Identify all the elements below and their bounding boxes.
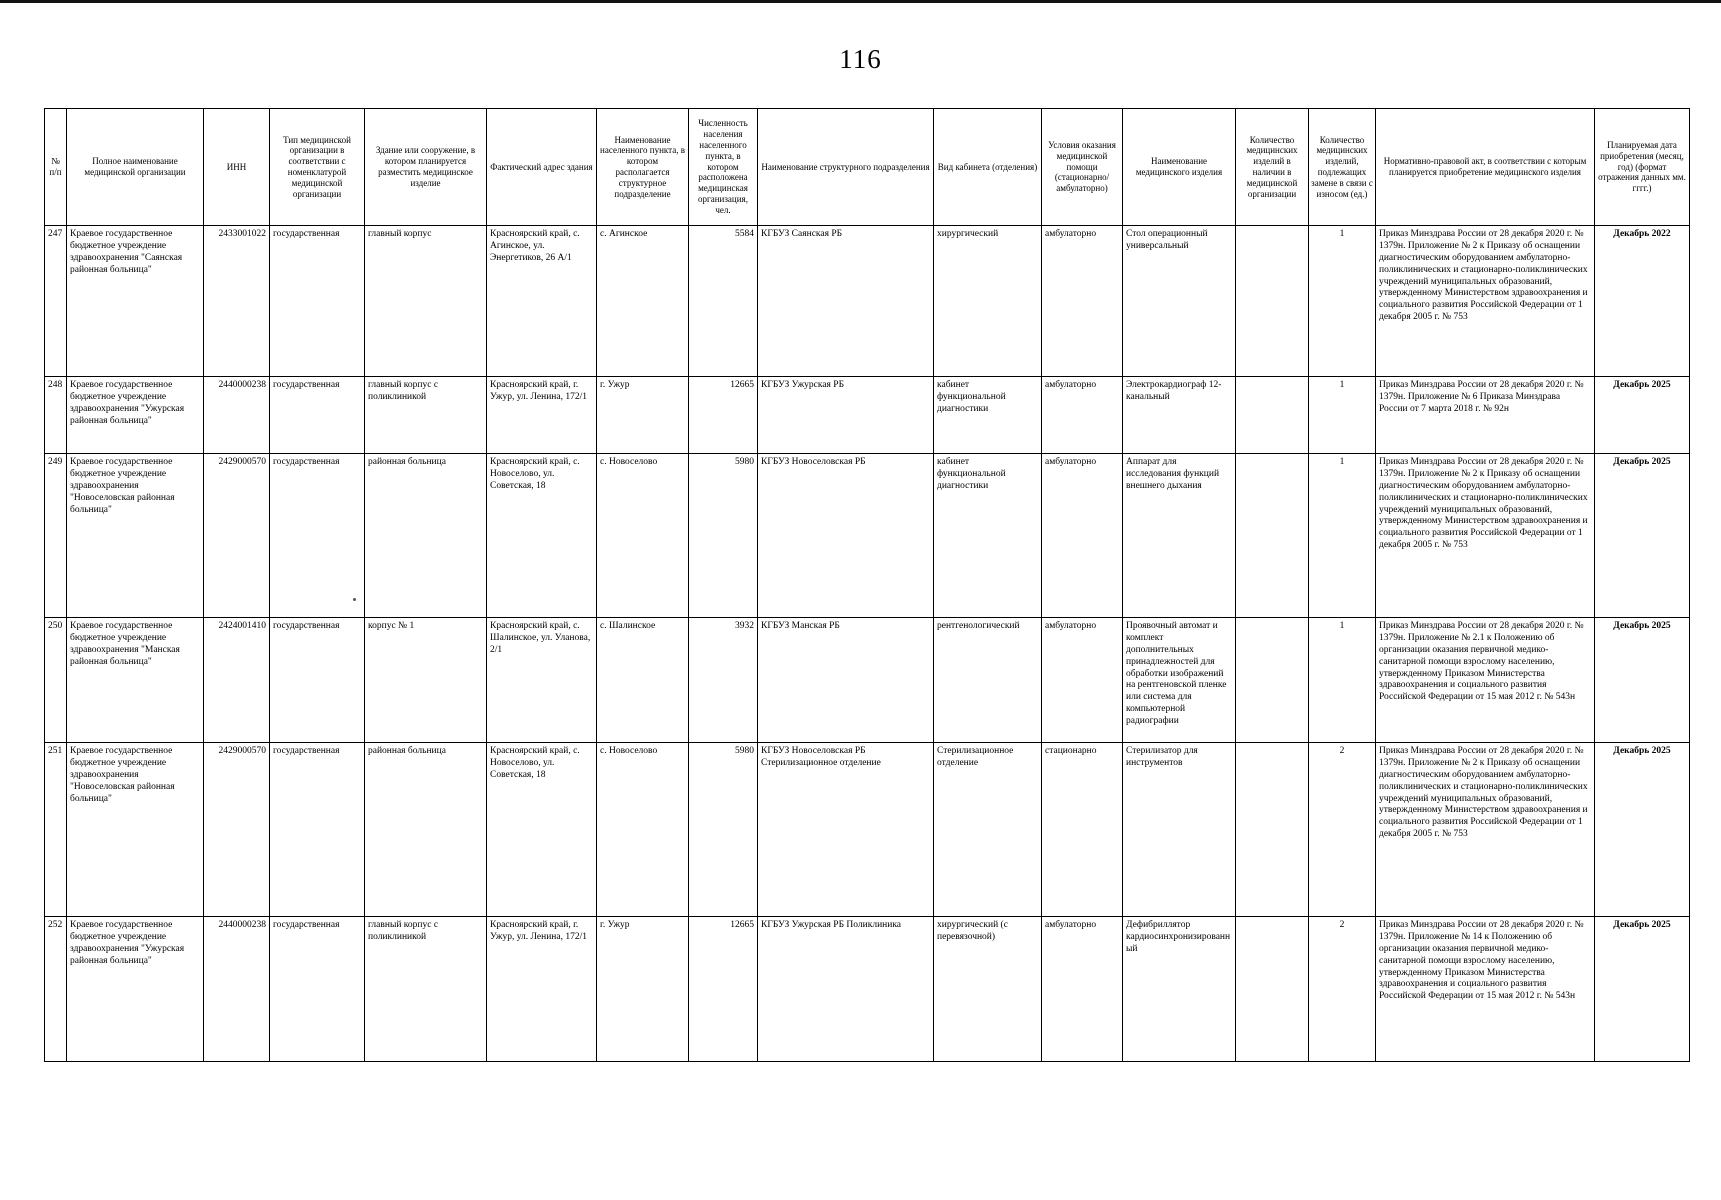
cell-cabinet: хирургический: [934, 226, 1042, 377]
table-row: [45, 743, 1690, 917]
cell-org-type: государственная: [270, 454, 365, 618]
cell-planned-date: Декабрь 2025: [1595, 618, 1690, 743]
header-cell-replace: Количество медицинских изделий, подлежащих замене в связи с износом (ед.): [1309, 109, 1376, 226]
header-cell-unit: Наименование структурного подразделения: [758, 109, 934, 226]
cell-address: Красноярский край, с. Новоселово, ул. Советская, 18: [487, 743, 597, 917]
cell-unit: КГБУЗ Ужурская РБ: [758, 377, 934, 454]
scan-speck: [353, 598, 356, 601]
cell-unit: КГБУЗ Ужурская РБ Поликлиника: [758, 917, 934, 1062]
cell-legal-act: Приказ Минздрава России от 28 декабря 2020 г. № 1379н. Приложение № 2 к Приказу об оснащении диагностическим оборудованием амбулаторно-поликлинических и стационарно-поликлинических учреждений муниципальных образований, утвержденному Министерством здравоохранения и социального развития Российской Федерации от 1 декабря 2005 г. № 753: [1376, 226, 1595, 377]
header-cell-cabinet: Вид кабинета (отделения): [934, 109, 1042, 226]
cell-settlement: с. Новоселово: [597, 743, 689, 917]
cell-org-name: Краевое государственное бюджетное учреждение здравоохранения "Саянская районная больница": [67, 226, 204, 377]
cell-planned-date: Декабрь 2025: [1595, 454, 1690, 618]
header-cell-address: Фактический адрес здания: [487, 109, 597, 226]
table-row: [45, 377, 1690, 454]
cell-planned-date: Декабрь 2022: [1595, 226, 1690, 377]
cell-conditions: амбулаторно: [1042, 618, 1123, 743]
cell-device: Дефибриллятор кардиосинхронизированный: [1123, 917, 1236, 1062]
cell-settlement: г. Ужур: [597, 917, 689, 1062]
cell-available: [1236, 377, 1309, 454]
cell-population: 5584: [689, 226, 758, 377]
cell-org-name: Краевое государственное бюджетное учреждение здравоохранения "Манская районная больница": [67, 618, 204, 743]
cell-cabinet: рентгенологический: [934, 618, 1042, 743]
cell-cabinet: кабинет функциональной диагностики: [934, 454, 1042, 618]
cell-building: районная больница: [365, 743, 487, 917]
cell-inn: 2424001410: [204, 618, 270, 743]
cell-cabinet: хирургический (с перевязочной): [934, 917, 1042, 1062]
cell-org-type: государственная: [270, 377, 365, 454]
cell-conditions: стационарно: [1042, 743, 1123, 917]
cell-org-type: государственная: [270, 226, 365, 377]
cell-population: 5980: [689, 743, 758, 917]
header-cell-org-type: Тип медицинской организации в соответствии с номенклатурой медицинской организации: [270, 109, 365, 226]
cell-legal-act: Приказ Минздрава России от 28 декабря 2020 г. № 1379н. Приложение № 2 к Приказу об оснащении диагностическим оборудованием амбулаторно-поликлинических и стационарно-поликлинических учреждений муниципальных образований, утвержденному Министерством здравоохранения и социального развития Российской Федерации от 1 декабря 2005 г. № 753: [1376, 454, 1595, 618]
cell-cabinet: кабинет функциональной диагностики: [934, 377, 1042, 454]
cell-population: 12665: [689, 917, 758, 1062]
cell-available: [1236, 226, 1309, 377]
header-cell-inn: ИНН: [204, 109, 270, 226]
cell-population: 12665: [689, 377, 758, 454]
cell-org-type: государственная: [270, 743, 365, 917]
cell-address: Красноярский край, с. Шалинское, ул. Уланова, 2/1: [487, 618, 597, 743]
cell-number: 250: [45, 618, 67, 743]
cell-settlement: с. Агинское: [597, 226, 689, 377]
cell-planned-date: Декабрь 2025: [1595, 377, 1690, 454]
header-cell-conditions: Условия оказания медицинской помощи (стационарно/ амбулаторно): [1042, 109, 1123, 226]
cell-unit: КГБУЗ Саянская РБ: [758, 226, 934, 377]
cell-replace: 1: [1309, 226, 1376, 377]
cell-address: Красноярский край, с. Новоселово, ул. Советская, 18: [487, 454, 597, 618]
cell-device: Проявочный автомат и комплект дополнительных принадлежностей для обработки изображений на рентгеновской пленке или система для компьютерной радиографии: [1123, 618, 1236, 743]
cell-address: Красноярский край, г. Ужур, ул. Ленина, 172/1: [487, 377, 597, 454]
cell-legal-act: Приказ Минздрава России от 28 декабря 2020 г. № 1379н. Приложение № 2.1 к Положению об организации оказания первичной медико-санитарной помощи взрослому населению, утвержденному Приказом Министерства здравоохранения и социального развития Российской Федерации от 15 мая 2012 г. № 543н: [1376, 618, 1595, 743]
cell-unit: КГБУЗ Новоселовская РБ: [758, 454, 934, 618]
cell-unit: КГБУЗ Манская РБ: [758, 618, 934, 743]
cell-device: Аппарат для исследования функций внешнего дыхания: [1123, 454, 1236, 618]
cell-building: главный корпус с поликлиникой: [365, 917, 487, 1062]
cell-replace: 2: [1309, 917, 1376, 1062]
cell-org-name: Краевое государственное бюджетное учреждение здравоохранения "Ужурская районная больница": [67, 917, 204, 1062]
cell-inn: 2429000570: [204, 743, 270, 917]
header-cell-planned-date: Планируемая дата приобретения (месяц, год) (формат отражения данных мм. гггг.): [1595, 109, 1690, 226]
cell-settlement: г. Ужур: [597, 377, 689, 454]
cell-number: 249: [45, 454, 67, 618]
table-row: [45, 454, 1690, 618]
cell-replace: 1: [1309, 377, 1376, 454]
cell-number: 251: [45, 743, 67, 917]
cell-device: Стол операционный универсальный: [1123, 226, 1236, 377]
table-header-row: [45, 109, 1690, 226]
header-cell-legal-act: Нормативно-правовой акт, в соответствии с которым планируется приобретение медицинского изделия: [1376, 109, 1595, 226]
cell-planned-date: Декабрь 2025: [1595, 917, 1690, 1062]
cell-conditions: амбулаторно: [1042, 377, 1123, 454]
cell-address: Красноярский край, г. Ужур, ул. Ленина, 172/1: [487, 917, 597, 1062]
cell-building: корпус № 1: [365, 618, 487, 743]
cell-number: 248: [45, 377, 67, 454]
cell-conditions: амбулаторно: [1042, 454, 1123, 618]
cell-available: [1236, 743, 1309, 917]
header-cell-building: Здание или сооружение, в котором планируется разместить медицинское изделие: [365, 109, 487, 226]
cell-unit: КГБУЗ Новоселовская РБ Стерилизационное отделение: [758, 743, 934, 917]
cell-conditions: амбулаторно: [1042, 226, 1123, 377]
page-number: 116: [839, 44, 882, 74]
cell-population: 5980: [689, 454, 758, 618]
cell-available: [1236, 454, 1309, 618]
header-cell-org-name: Полное наименование медицинской организации: [67, 109, 204, 226]
cell-building: районная больница: [365, 454, 487, 618]
cell-legal-act: Приказ Минздрава России от 28 декабря 2020 г. № 1379н. Приложение № 6 Приказа Минздрава России от 7 марта 2018 г. № 92н: [1376, 377, 1595, 454]
cell-available: [1236, 917, 1309, 1062]
table-row: [45, 917, 1690, 1062]
cell-legal-act: Приказ Минздрава России от 28 декабря 2020 г. № 1379н. Приложение № 2 к Приказу об оснащении диагностическим оборудованием амбулаторно-поликлинических и стационарно-поликлинических учреждений муниципальных образований, утвержденному Министерством здравоохранения и социального развития Российской Федерации от 1 декабря 2005 г. № 753: [1376, 743, 1595, 917]
cell-number: 247: [45, 226, 67, 377]
cell-device: Электрокардиограф 12-канальный: [1123, 377, 1236, 454]
cell-conditions: амбулаторно: [1042, 917, 1123, 1062]
cell-settlement: с. Шалинское: [597, 618, 689, 743]
cell-available: [1236, 618, 1309, 743]
cell-inn: 2429000570: [204, 454, 270, 618]
top-border-line: [0, 0, 1721, 3]
equipment-register-table: [44, 108, 1690, 1062]
header-cell-device: Наименование медицинского изделия: [1123, 109, 1236, 226]
cell-population: 3932: [689, 618, 758, 743]
cell-inn: 2440000238: [204, 377, 270, 454]
cell-inn: 2440000238: [204, 917, 270, 1062]
cell-replace: 1: [1309, 454, 1376, 618]
cell-cabinet: Стерилизационное отделение: [934, 743, 1042, 917]
cell-legal-act: Приказ Минздрава России от 28 декабря 2020 г. № 1379н. Приложение № 14 к Положению об организации оказания первичной медико-санитарной помощи взрослому населению, утвержденному Приказом Министерства здравоохранения и социального развития Российской Федерации от 15 мая 2012 г. № 543н: [1376, 917, 1595, 1062]
cell-settlement: с. Новоселово: [597, 454, 689, 618]
cell-address: Красноярский край, с. Агинское, ул. Энергетиков, 26 А/1: [487, 226, 597, 377]
cell-org-type: государственная: [270, 917, 365, 1062]
cell-replace: 1: [1309, 618, 1376, 743]
cell-org-name: Краевое государственное бюджетное учреждение здравоохранения "Новоселовская районная больница": [67, 743, 204, 917]
cell-org-type: государственная: [270, 618, 365, 743]
table-row: [45, 618, 1690, 743]
cell-building: главный корпус с поликлиникой: [365, 377, 487, 454]
cell-planned-date: Декабрь 2025: [1595, 743, 1690, 917]
cell-org-name: Краевое государственное бюджетное учреждение здравоохранения "Ужурская районная больница": [67, 377, 204, 454]
cell-org-name: Краевое государственное бюджетное учреждение здравоохранения "Новоселовская районная больница": [67, 454, 204, 618]
header-cell-settlement: Наименование населенного пункта, в котором располагается структурное подразделение: [597, 109, 689, 226]
cell-replace: 2: [1309, 743, 1376, 917]
header-cell-number: № п/п: [45, 109, 67, 226]
cell-device: Стерилизатор для инструментов: [1123, 743, 1236, 917]
cell-building: главный корпус: [365, 226, 487, 377]
header-cell-population: Численность населения населенного пункта, в котором расположена медицинская организация, чел.: [689, 109, 758, 226]
cell-inn: 2433001022: [204, 226, 270, 377]
cell-number: 252: [45, 917, 67, 1062]
header-cell-available: Количество медицинских изделий в наличии в медицинской организации: [1236, 109, 1309, 226]
table-row: [45, 226, 1690, 377]
